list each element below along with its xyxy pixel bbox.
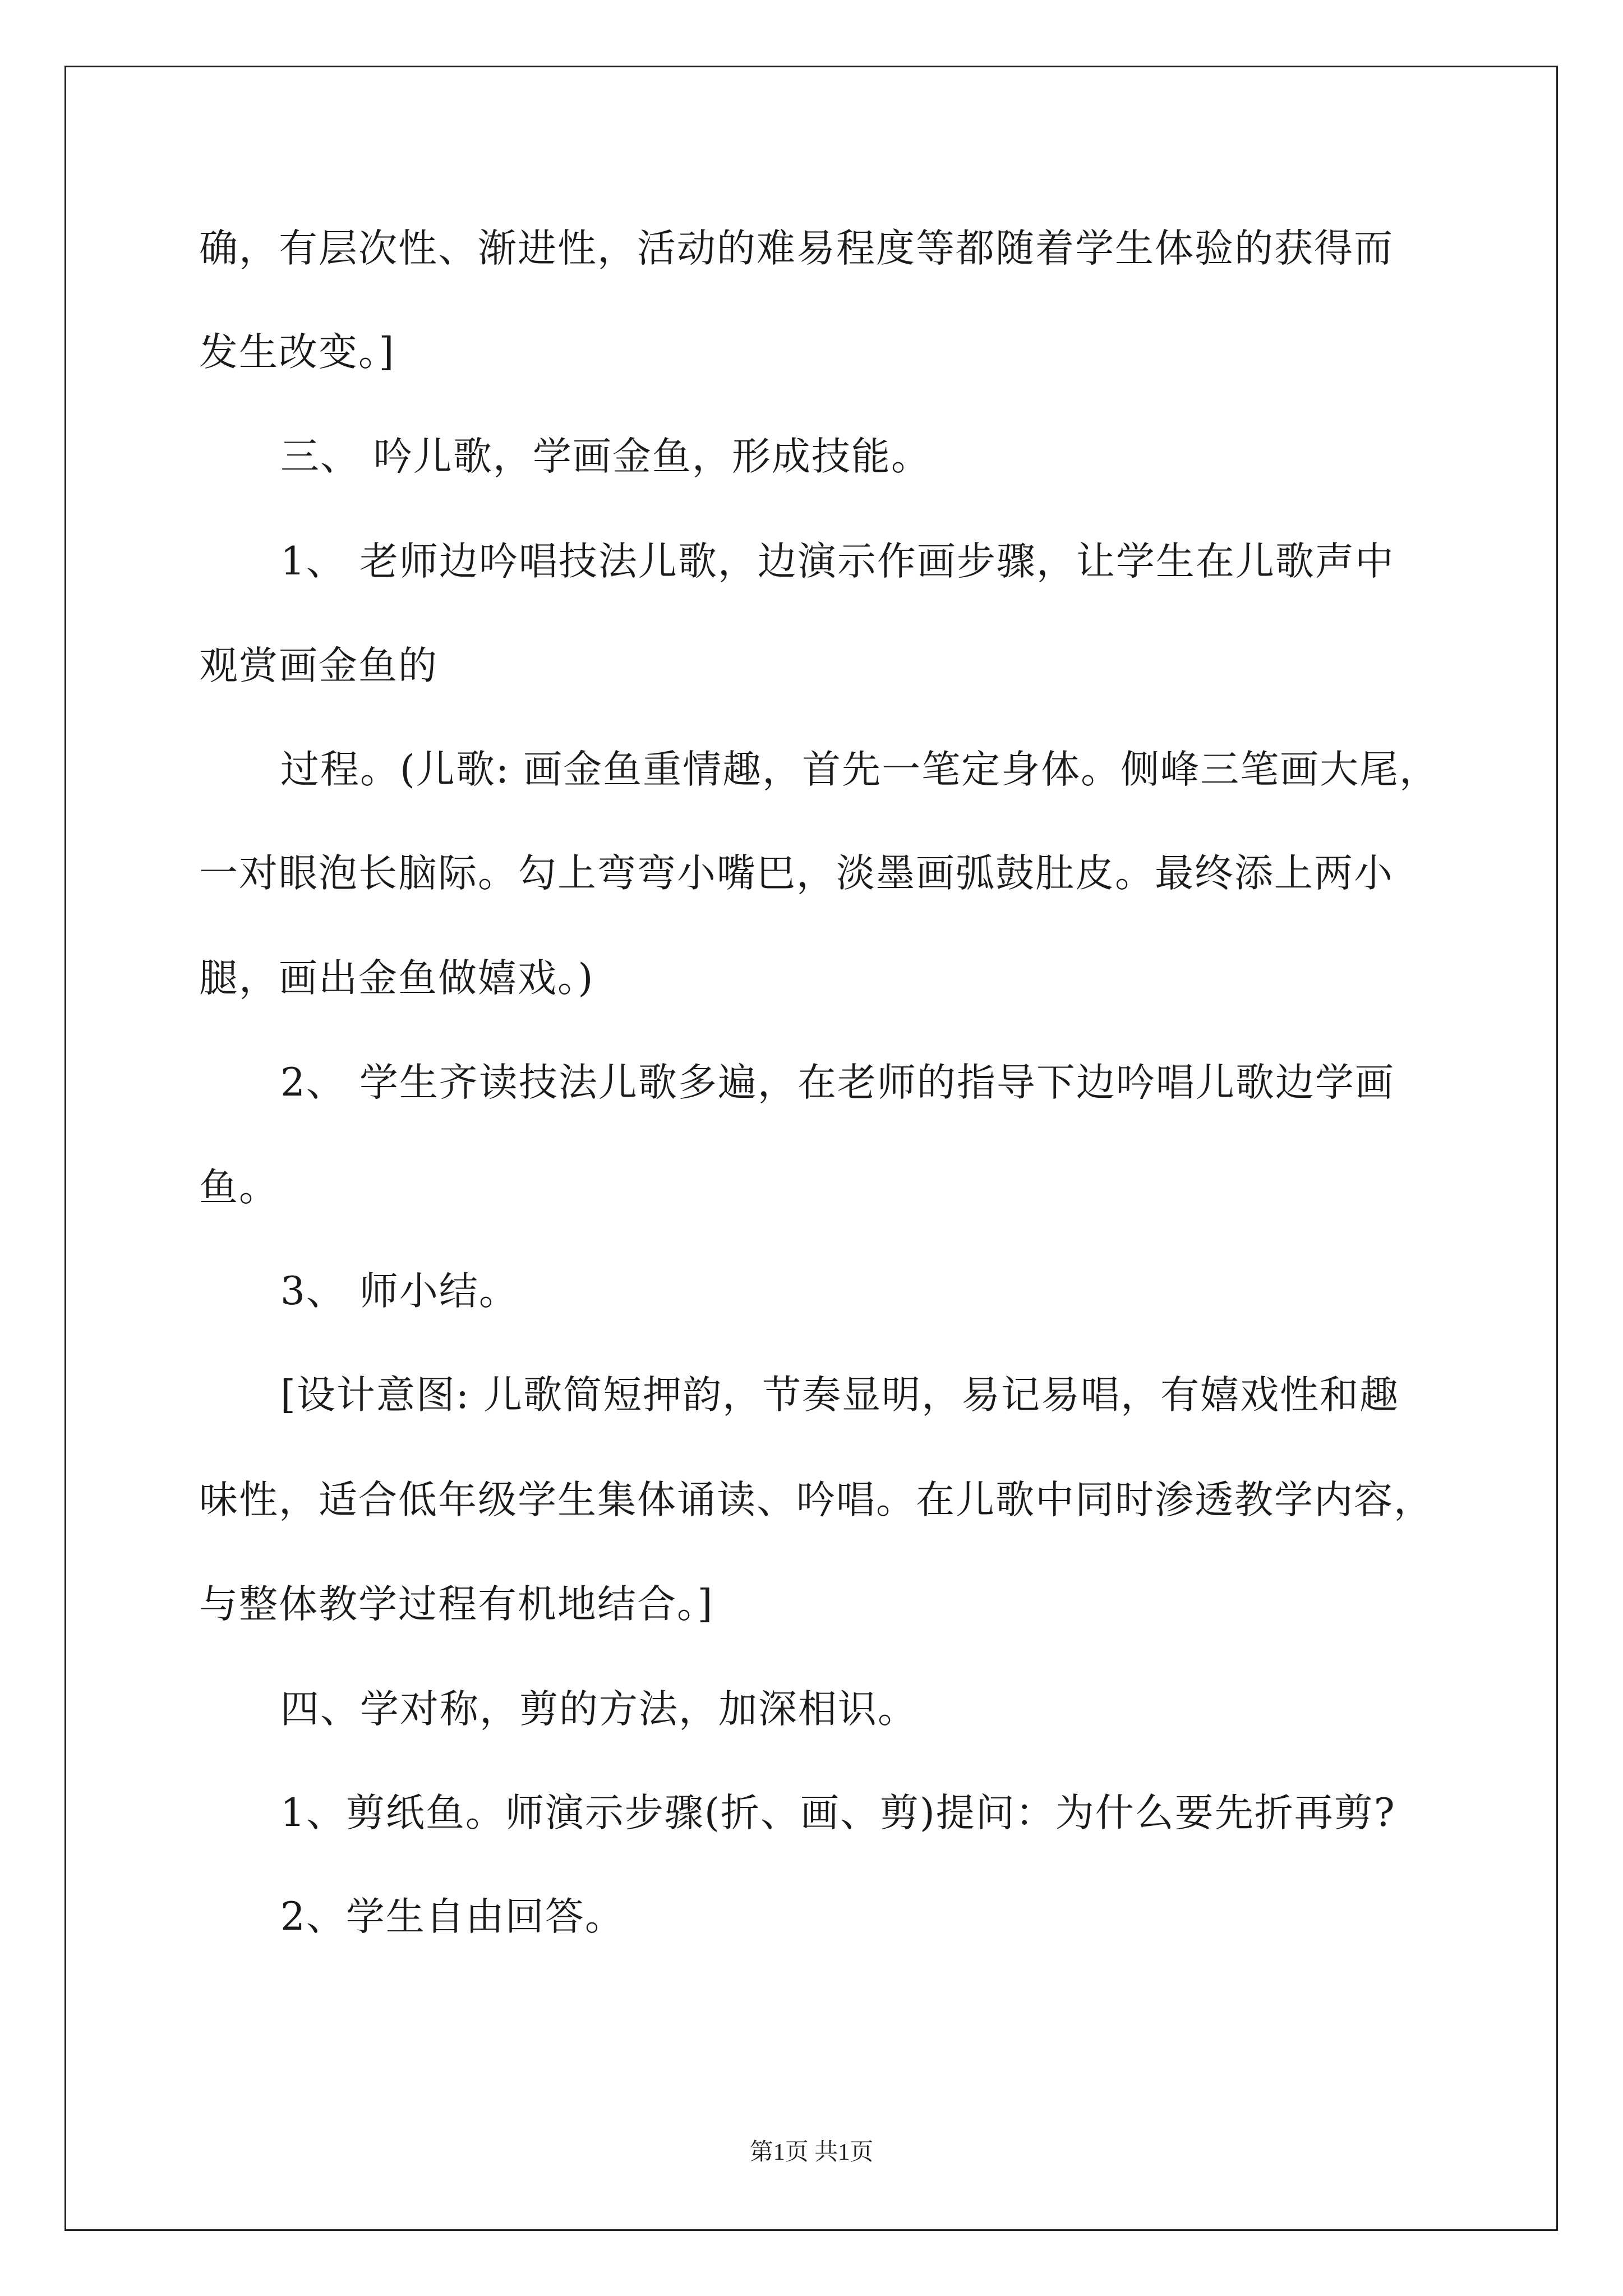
- text-line: 确，有层次性、渐进性，活动的难易程度等都随着学生体验的获得而: [199, 226, 1394, 271]
- page-number: 第1页 共1页: [749, 2139, 874, 2165]
- text-line: 一对眼泡长脑际。勾上弯弯小嘴巴，淡墨画弧鼓肚皮。最终添上两小: [199, 851, 1394, 896]
- section-heading: 三、 吟儿歌，学画金鱼，形成技能。: [280, 434, 931, 479]
- text-line: 鱼。: [199, 1165, 279, 1210]
- text-line: 过程。(儿歌: 画金鱼重情趣，首先一笔定身体。侧峰三笔画大尾，: [280, 747, 1440, 792]
- text-line: 1、剪纸鱼。师演示步骤(折、画、剪)提问：为什么要先折再剪?: [280, 1791, 1396, 1835]
- text-line: 观赏画金鱼的: [199, 643, 438, 688]
- text-line: 发生改变。]: [199, 330, 395, 375]
- section-heading: 四、学对称，剪的方法，加深相识。: [280, 1687, 917, 1732]
- text-line: 3、 师小结。: [280, 1269, 519, 1314]
- text-line: 2、 学生齐读技法儿歌多遍，在老师的指导下边吟唱儿歌边学画: [280, 1060, 1395, 1105]
- text-line: 味性，适合低年级学生集体诵读、吟唱。在儿歌中同时渗透教学内容，: [199, 1478, 1433, 1522]
- text-line: 腿，画出金鱼做嬉戏。): [199, 956, 594, 1001]
- text-line: [设计意图: 儿歌简短押韵，节奏显明，易记易唱，有嬉戏性和趣: [280, 1373, 1400, 1418]
- text-line: 1、 老师边吟唱技法儿歌，边演示作画步骤，让学生在儿歌声中: [280, 539, 1395, 584]
- text-line: 2、学生自由回答。: [280, 1894, 625, 1939]
- text-line: 与整体教学过程有机地结合。]: [199, 1582, 714, 1627]
